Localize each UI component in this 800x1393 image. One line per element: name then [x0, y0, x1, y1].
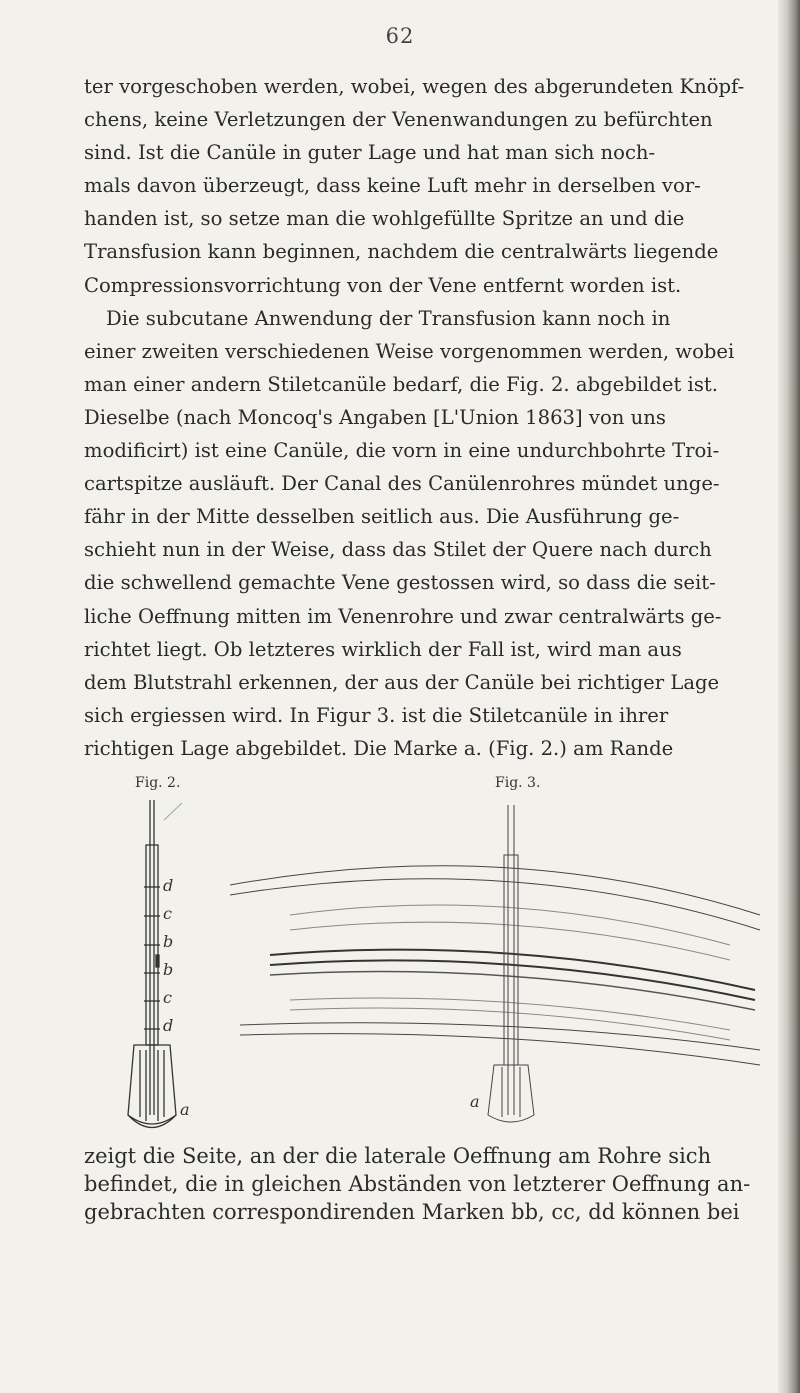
- page-edge-shadow: [778, 0, 800, 1393]
- fig2-marker-c-top: c: [163, 904, 172, 923]
- body-text: [84, 70, 766, 765]
- text-line: Transfusion kann beginnen, nachdem die centralwärts liegende: [84, 240, 719, 264]
- text-line: sich ergiessen wird. In Figur 3. ist die Stiletcanüle in ihrer: [84, 703, 669, 727]
- fig2-marker-b-bottom: b: [163, 960, 174, 979]
- text-line: chens, keine Verletzungen der Venenwandungen zu befürchten: [84, 108, 713, 132]
- text-line: modificirt) ist eine Canüle, die vorn in eine undurchbohrte Troi-: [84, 439, 720, 463]
- fig3-marker-a: a: [470, 1092, 480, 1111]
- fig3-illustration: [210, 795, 770, 1125]
- text-line: handen ist, so setze man die wohlgefüllte Spritze an und die: [84, 207, 685, 231]
- text-line: schieht nun in der Weise, dass das Stilet der Quere nach durch: [84, 538, 712, 562]
- text-line: befindet, die in gleichen Abständen von letzterer Oeffnung an-: [84, 1172, 751, 1196]
- fig2-marker-b-top: b: [163, 932, 174, 951]
- text-line: richtet liegt. Ob letzteres wirklich der Fall ist, wird man aus: [84, 637, 682, 661]
- fig3-caption: Fig. 3.: [495, 775, 541, 791]
- text-line: die schwellend gemachte Vene gestossen wird, so dass die seit-: [84, 571, 716, 595]
- fig2-marker-d-bottom: d: [163, 1016, 174, 1035]
- text-line: gebrachten correspondirenden Marken bb, cc, dd können bei: [84, 1200, 740, 1224]
- text-line: liche Oeffnung mitten im Venenrohre und zwar centralwärts ge-: [84, 604, 722, 628]
- text-line: richtigen Lage abgebildet. Die Marke a. (Fig. 2.) am Rande: [84, 736, 674, 760]
- fig2-marker-c-bottom: c: [163, 988, 172, 1007]
- text-line: sind. Ist die Canüle in guter Lage und hat man sich noch-: [84, 141, 656, 165]
- fig2-marker-d-top: d: [163, 876, 174, 895]
- fig2-marker-a: a: [180, 1100, 190, 1119]
- text-line: mals davon überzeugt, dass keine Luft mehr in derselben vor-: [84, 174, 701, 198]
- text-line: fähr in der Mitte desselben seitlich aus. Die Ausführung ge-: [84, 505, 680, 529]
- text-line: zeigt die Seite, an der die laterale Oeffnung am Rohre sich: [84, 1144, 712, 1168]
- text-line: Die subcutane Anwendung der Transfusion kann noch in: [106, 306, 671, 330]
- text-line: dem Blutstrahl erkennen, der aus der Canüle bei richtiger Lage: [84, 670, 720, 694]
- text-line: Compressionsvorrichtung von der Vene entfernt worden ist.: [84, 273, 682, 297]
- text-line: ter vorgeschoben werden, wobei, wegen des abgerundeten Knöpf-: [84, 75, 745, 98]
- fig2-caption: Fig. 2.: [135, 775, 181, 791]
- page-number: 62: [385, 24, 415, 48]
- text-line: einer zweiten verschiedenen Weise vorgenommen werden, wobei: [84, 339, 735, 363]
- text-line: man einer andern Stiletcanüle bedarf, die Fig. 2. abgebildet ist.: [84, 372, 718, 396]
- bottom-text: [84, 1142, 766, 1226]
- text-line: cartspitze ausläuft. Der Canal des Canülenrohres mündet unge-: [84, 472, 720, 496]
- text-line: Dieselbe (nach Moncoq's Angaben [L'Union 1863] von uns: [84, 405, 666, 429]
